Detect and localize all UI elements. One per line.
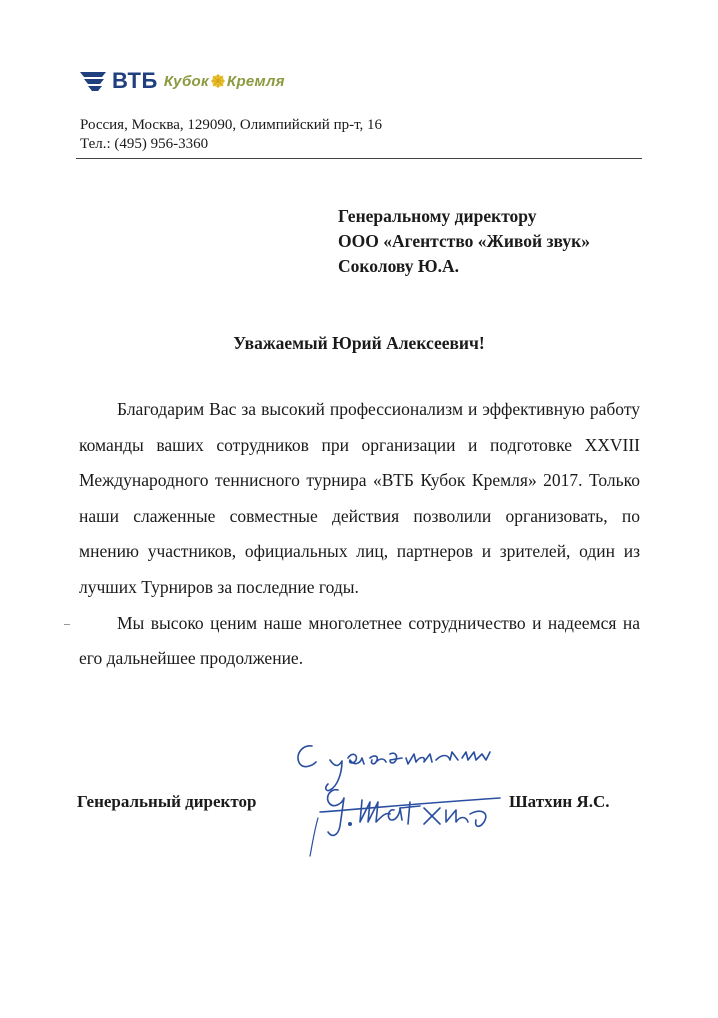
addressee-name: Соколову Ю.А.	[338, 256, 459, 276]
logo-brand-text: ВТБ	[112, 68, 158, 93]
addressee-position: Генеральному директору	[338, 206, 537, 226]
body-paragraph-2: Мы высоко ценим наше многолетнее сотрудничество и надеемся на его дальнейшее продолжение.	[79, 612, 640, 669]
signatory-name: Шатхин Я.С.	[509, 792, 610, 811]
letterhead-phone: Тел.: (495) 956-3360	[80, 136, 209, 152]
body-paragraph-1: Благодарим Вас за высокий профессионализм и эффективную работу команды ваших сотрудников при организации и подготовке XXVIII Международного теннисного турнира «ВТБ Кубок Кремля» 2017. Только наши слаженные совместные действия позволили организовать, по мнению участников, официальных лиц, партнеров и зрителей, один из лучших Турниров за последние годы.	[79, 399, 640, 597]
scan-artifact	[64, 624, 70, 625]
addressee-company: ООО «Агентство «Живой звук»	[338, 231, 590, 251]
logo-cup-word-1: Кубок	[163, 72, 209, 90]
handwritten-signature	[290, 728, 510, 858]
vtb-wing-icon	[78, 68, 108, 94]
signatory-title: Генеральный директор	[77, 792, 257, 811]
logo-cup-word-2: Кремля	[226, 72, 285, 90]
addressee-block	[338, 204, 590, 279]
letterhead-divider	[76, 158, 642, 159]
vtb-kremlin-cup-logo	[78, 64, 285, 98]
logo-cup-text	[164, 73, 285, 90]
letterhead-address: Россия, Москва, 129090, Олимпийский пр-т, 16	[80, 117, 383, 133]
letter-body	[79, 392, 640, 677]
salutation: Уважаемый Юрий Алексеевич!	[233, 333, 485, 353]
letterhead-contacts	[80, 116, 382, 154]
tennis-ball-icon	[211, 74, 225, 88]
